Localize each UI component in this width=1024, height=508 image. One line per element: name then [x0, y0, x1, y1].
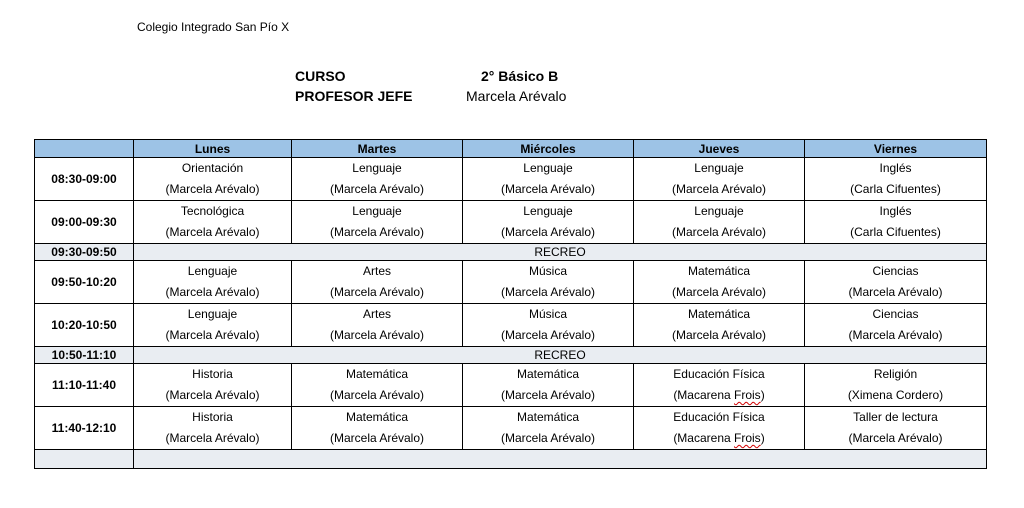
teacher-name: (Marcela Arévalo): [500, 328, 596, 342]
subject-name: Historia: [192, 410, 233, 424]
teacher-name: (Marcela Arévalo): [329, 182, 425, 196]
class-cell: [634, 261, 805, 304]
teacher-name: (Marcela Arévalo): [848, 431, 943, 445]
class-cell: [634, 364, 805, 407]
schedule-table: [34, 139, 987, 469]
class-cell: [463, 364, 634, 407]
class-cell: [292, 407, 463, 450]
header-row: [35, 140, 987, 158]
teacher-name: (Marcela Arévalo): [165, 388, 260, 402]
class-cell: [634, 158, 805, 201]
class-cell: [805, 158, 987, 201]
teacher-name: (Marcela Arévalo): [671, 285, 767, 299]
subject-name: Lenguaje: [352, 161, 402, 175]
subject-name: Taller de lectura: [853, 410, 938, 424]
class-cell: [805, 364, 987, 407]
teacher-name: (Marcela Arévalo): [500, 431, 596, 445]
class-cell: [463, 304, 634, 347]
teacher-name: (Carla Cifuentes): [850, 225, 941, 239]
subject-name: Historia: [192, 367, 233, 381]
subject-name: Lenguaje: [523, 204, 573, 218]
teacher-name: (Marcela Arévalo): [165, 225, 260, 239]
spellcheck-underline: Frois: [734, 431, 761, 445]
subject-name: Matemática: [516, 367, 580, 381]
time-slot: 09:50-10:20: [35, 261, 134, 304]
subject-name: Lenguaje: [352, 204, 402, 218]
subject-name: Música: [528, 264, 567, 278]
teacher-name: (Macarena Frois): [673, 431, 765, 445]
subject-name: Ciencias: [872, 264, 919, 278]
subject-name: Educación Física: [673, 367, 765, 381]
teacher-name: (Marcela Arévalo): [165, 285, 260, 299]
class-row: [35, 304, 987, 347]
class-cell: [805, 304, 987, 347]
class-cell: [134, 407, 292, 450]
teacher-name: (Marcela Arévalo): [165, 431, 260, 445]
subject-name: Artes: [362, 264, 391, 278]
class-cell: [292, 304, 463, 347]
day-header: Jueves: [634, 140, 805, 158]
subject-name: Matemática: [345, 410, 409, 424]
subject-name: Lenguaje: [523, 161, 573, 175]
class-cell: [292, 364, 463, 407]
subject-name: Religión: [873, 367, 918, 381]
class-cell: [463, 407, 634, 450]
class-cell: [634, 304, 805, 347]
teacher-name: (Ximena Cordero): [847, 388, 944, 402]
class-row: [35, 407, 987, 450]
profesor-jefe-label: PROFESOR JEFE: [295, 88, 413, 104]
class-cell: [134, 261, 292, 304]
class-cell: [805, 201, 987, 244]
subject-name: Inglés: [879, 204, 912, 218]
teacher-name: (Marcela Arévalo): [671, 182, 767, 196]
subject-name: Matemática: [345, 367, 409, 381]
time-slot: 08:30-09:00: [35, 158, 134, 201]
class-cell: [134, 201, 292, 244]
day-header: Lunes: [134, 140, 292, 158]
day-header: Miércoles: [463, 140, 634, 158]
teacher-name: (Marcela Arévalo): [848, 328, 943, 342]
teacher-name: (Marcela Arévalo): [165, 182, 260, 196]
subject-name: Música: [528, 307, 567, 321]
subject-name: Artes: [362, 307, 391, 321]
teacher-name: (Marcela Arévalo): [329, 225, 425, 239]
subject-name: Lenguaje: [187, 307, 238, 321]
teacher-name: (Macarena Frois): [673, 388, 765, 402]
class-cell: [134, 364, 292, 407]
subject-name: Lenguaje: [694, 204, 744, 218]
class-cell: [292, 158, 463, 201]
time-slot: 09:30-09:50: [35, 244, 134, 261]
teacher-name: (Marcela Arévalo): [500, 182, 596, 196]
teacher-name: (Marcela Arévalo): [671, 225, 767, 239]
time-slot: 09:00-09:30: [35, 201, 134, 244]
class-cell: [463, 201, 634, 244]
class-cell: [134, 304, 292, 347]
teacher-name: (Marcela Arévalo): [329, 328, 425, 342]
teacher-name: (Marcela Arévalo): [500, 225, 596, 239]
class-cell: [805, 407, 987, 450]
blank-cell: [134, 450, 987, 469]
class-row: [35, 201, 987, 244]
day-header: Martes: [292, 140, 463, 158]
teacher-name: (Marcela Arévalo): [329, 285, 425, 299]
day-header: Viernes: [805, 140, 987, 158]
curso-label: CURSO: [295, 68, 346, 84]
break-label: RECREO: [134, 347, 987, 364]
teacher-name: (Marcela Arévalo): [848, 285, 943, 299]
blank-row: [35, 450, 987, 469]
teacher-name: (Marcela Arévalo): [329, 431, 425, 445]
subject-name: Inglés: [879, 161, 912, 175]
break-label: RECREO: [134, 244, 987, 261]
class-row: [35, 158, 987, 201]
subject-name: Matemática: [687, 264, 751, 278]
subject-name: Orientación: [181, 161, 244, 175]
header-corner: [35, 140, 134, 158]
break-row: [35, 347, 987, 364]
school-name: Colegio Integrado San Pío X: [137, 20, 290, 34]
teacher-name: (Carla Cifuentes): [850, 182, 941, 196]
subject-name: Tecnológica: [180, 204, 245, 218]
teacher-name: (Marcela Arévalo): [671, 328, 767, 342]
subject-name: Lenguaje: [694, 161, 744, 175]
class-cell: [134, 158, 292, 201]
curso-value: 2° Básico B: [481, 68, 559, 84]
subject-name: Matemática: [687, 307, 751, 321]
time-slot: [35, 450, 134, 469]
teacher-name: (Marcela Arévalo): [329, 388, 425, 402]
class-cell: [634, 407, 805, 450]
class-row: [35, 261, 987, 304]
subject-name: Matemática: [516, 410, 580, 424]
class-cell: [634, 201, 805, 244]
class-cell: [292, 261, 463, 304]
time-slot: 10:50-11:10: [35, 347, 134, 364]
spellcheck-underline: Frois: [734, 388, 761, 402]
break-row: [35, 244, 987, 261]
subject-name: Lenguaje: [187, 264, 238, 278]
time-slot: 11:40-12:10: [35, 407, 134, 450]
class-cell: [463, 158, 634, 201]
profesor-jefe-value: Marcela Arévalo: [466, 88, 567, 104]
subject-name: Educación Física: [673, 410, 765, 424]
subject-name: Ciencias: [872, 307, 919, 321]
class-cell: [292, 201, 463, 244]
time-slot: 11:10-11:40: [35, 364, 134, 407]
class-cell: [805, 261, 987, 304]
teacher-name: (Marcela Arévalo): [500, 388, 596, 402]
teacher-name: (Marcela Arévalo): [165, 328, 260, 342]
class-row: [35, 364, 987, 407]
time-slot: 10:20-10:50: [35, 304, 134, 347]
teacher-name: (Marcela Arévalo): [500, 285, 596, 299]
class-cell: [463, 261, 634, 304]
schedule-body: [35, 158, 987, 469]
